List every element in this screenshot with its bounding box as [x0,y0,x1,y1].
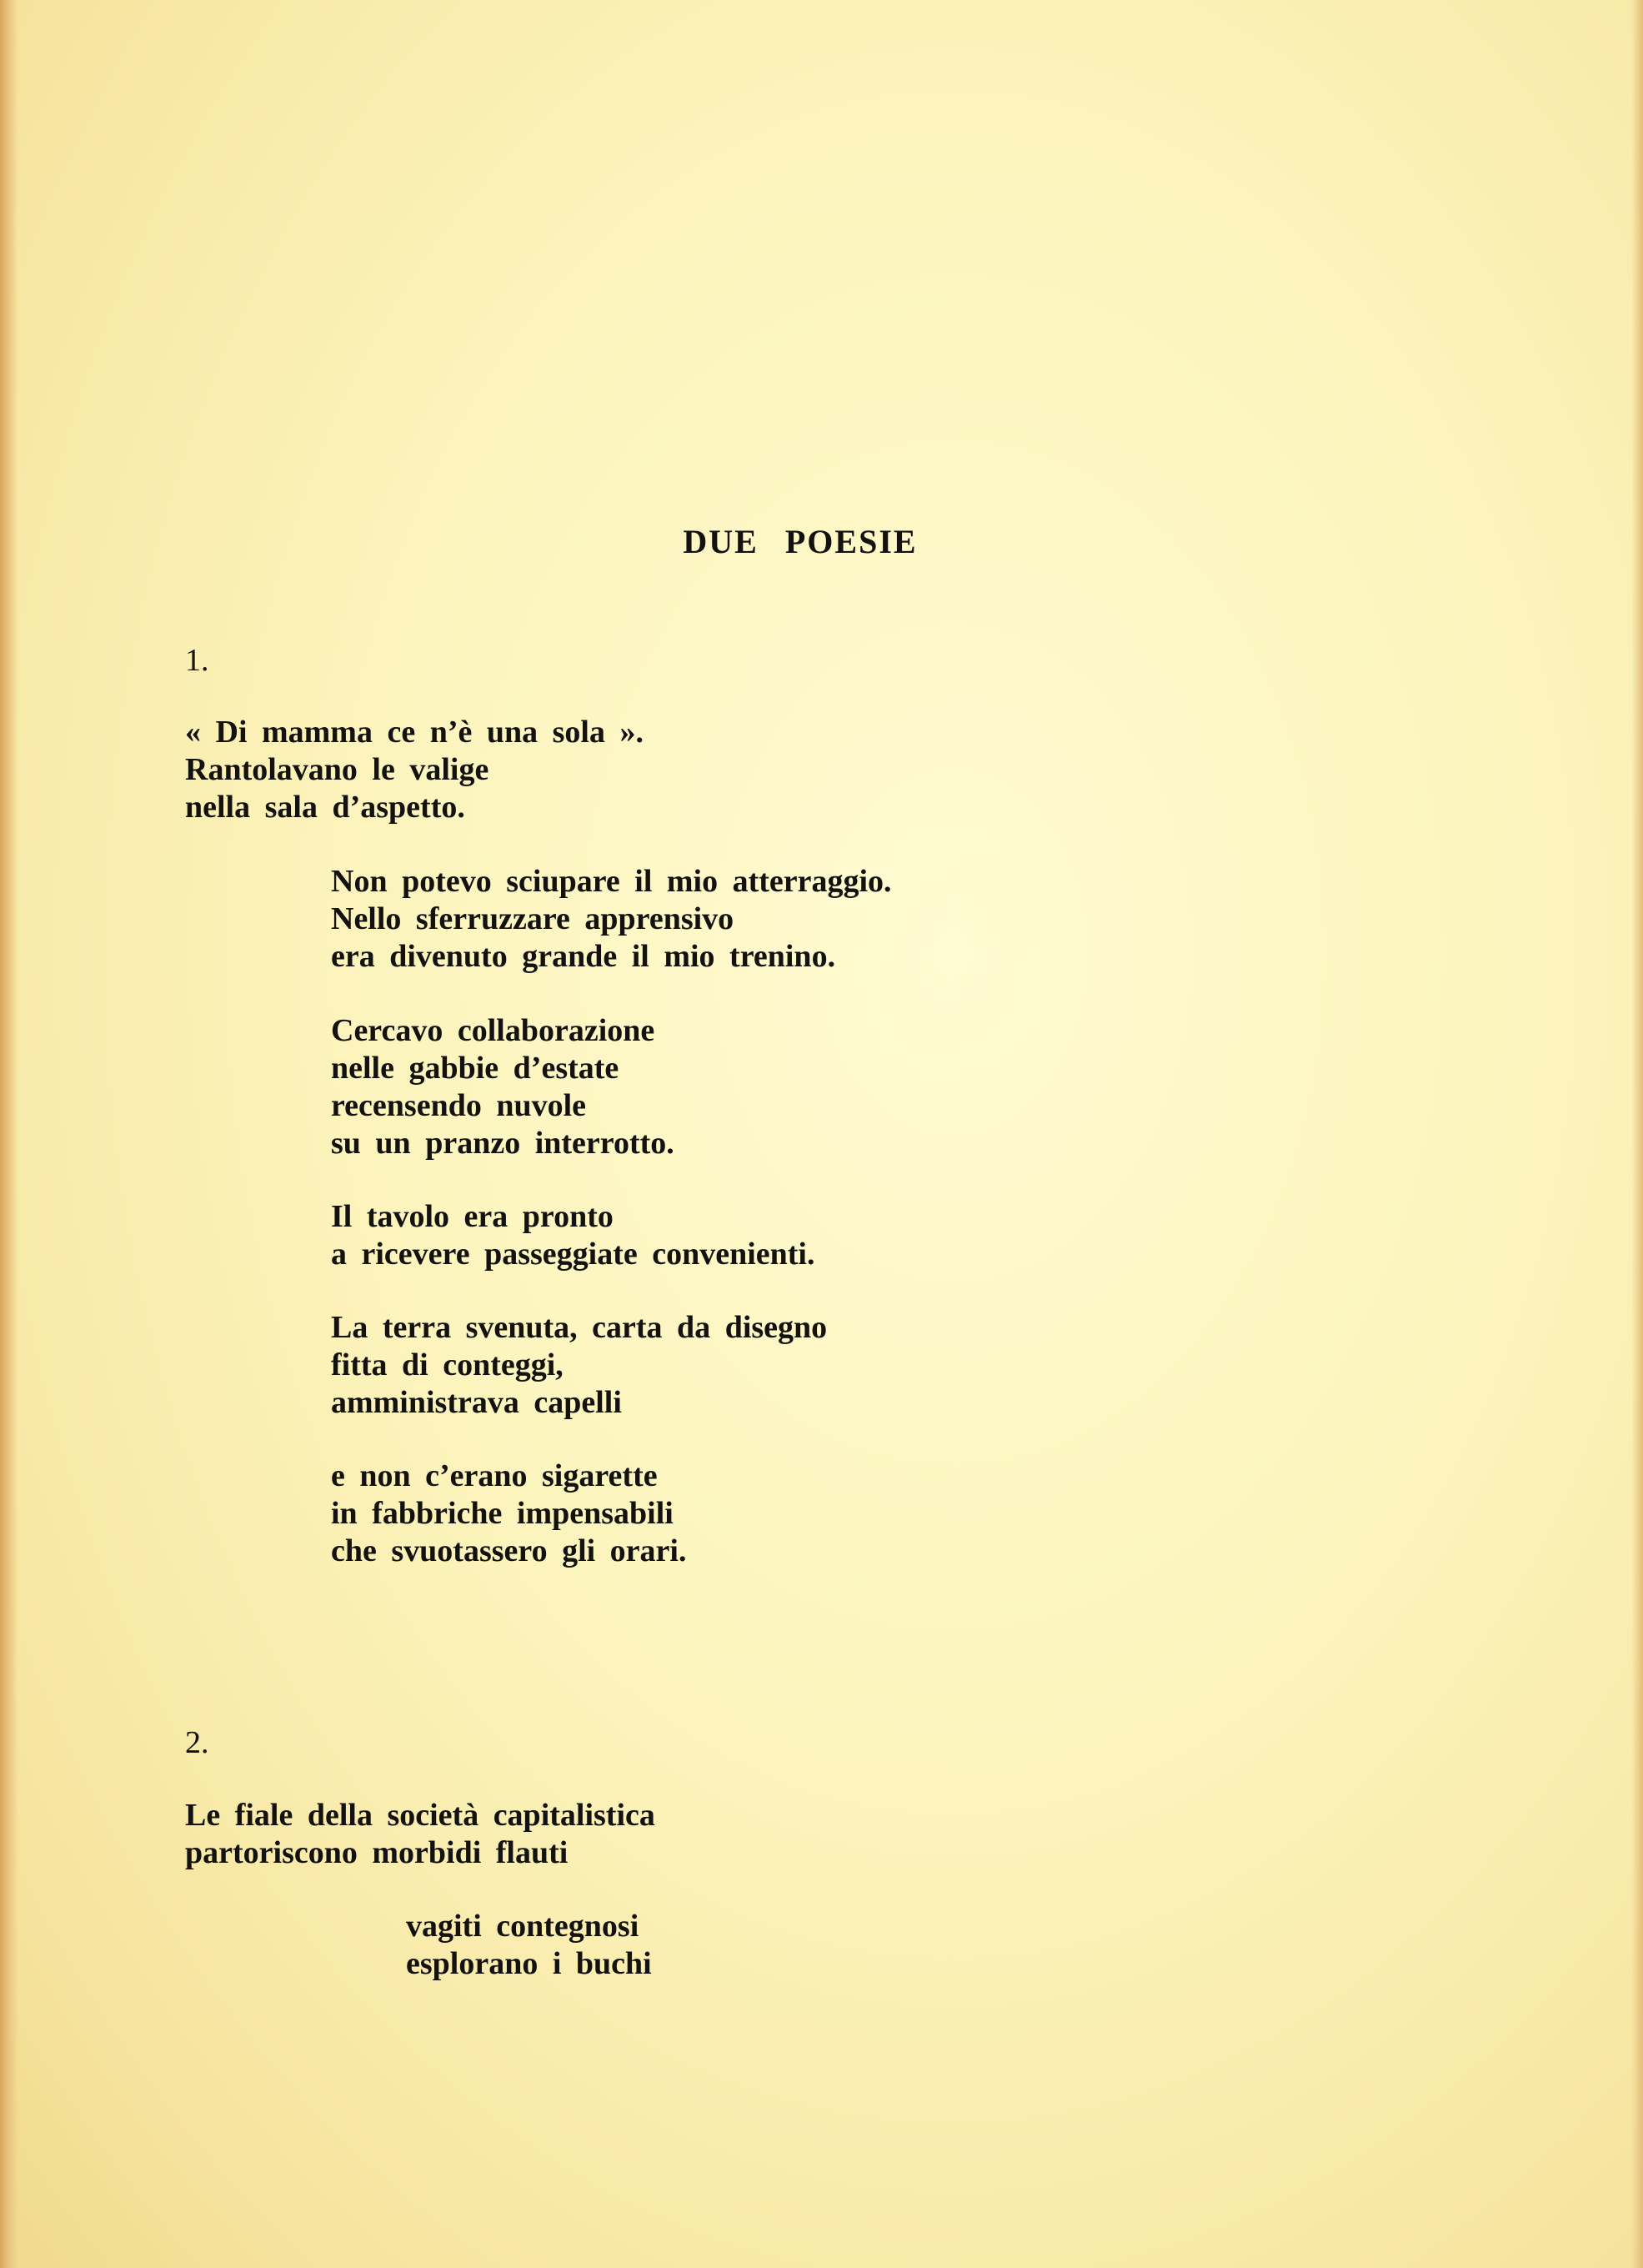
poem-line: Non potevo sciupare il mio atterraggio. [331,864,892,899]
poem-line: amministrava capelli [331,1385,622,1420]
poem-line: nelle gabbie d’estate [331,1051,619,1086]
poem-stanza [185,1797,655,1872]
poem-line: esplorano i buchi [406,1946,652,1981]
poem-line: a ricevere passeggiate convenienti. [331,1237,815,1272]
poem-line: in fabbriche impensabili [331,1496,674,1531]
poem-stanza [331,1458,686,1570]
poem-line: e non c’erano sigarette [331,1458,658,1493]
poem-line: La terra svenuta, carta da disegno [331,1310,828,1345]
poem-stanza [331,1012,674,1162]
poem-number: 1. [185,643,209,678]
poem-line: Il tavolo era pronto [331,1199,614,1234]
poem-line: su un pranzo interrotto. [331,1126,674,1161]
poem-line: Cercavo collaborazione [331,1013,655,1048]
poem-number: 2. [185,1725,209,1760]
poem-line: fitta di conteggi, [331,1347,564,1382]
page-edge-shadow [0,0,18,2268]
poem-line: recensendo nuvole [331,1088,587,1123]
poem-line: era divenuto grande il mio trenino. [331,939,836,974]
poem-line: partoriscono morbidi flauti [185,1835,569,1870]
poem-line: Le fiale della società capitalistica [185,1798,655,1833]
poem-stanza [331,863,892,976]
poem-line: Rantolavano le valige [185,752,489,787]
poem-stanza [185,714,644,826]
poem-line: che svuotassero gli orari. [331,1533,687,1568]
poem-stanza [331,1309,827,1422]
poem-line: Nello sferruzzare apprensivo [331,901,734,936]
poem-stanza [331,1198,815,1273]
poem-stanza [406,1908,652,1983]
poem-line: « Di mamma ce n’è una sola ». [185,715,644,750]
page-title: DUE POESIE [683,523,918,560]
page-edge-shadow [1631,0,1643,2268]
poem-line: vagiti contegnosi [406,1909,639,1944]
poem-line: nella sala d’aspetto. [185,790,465,825]
